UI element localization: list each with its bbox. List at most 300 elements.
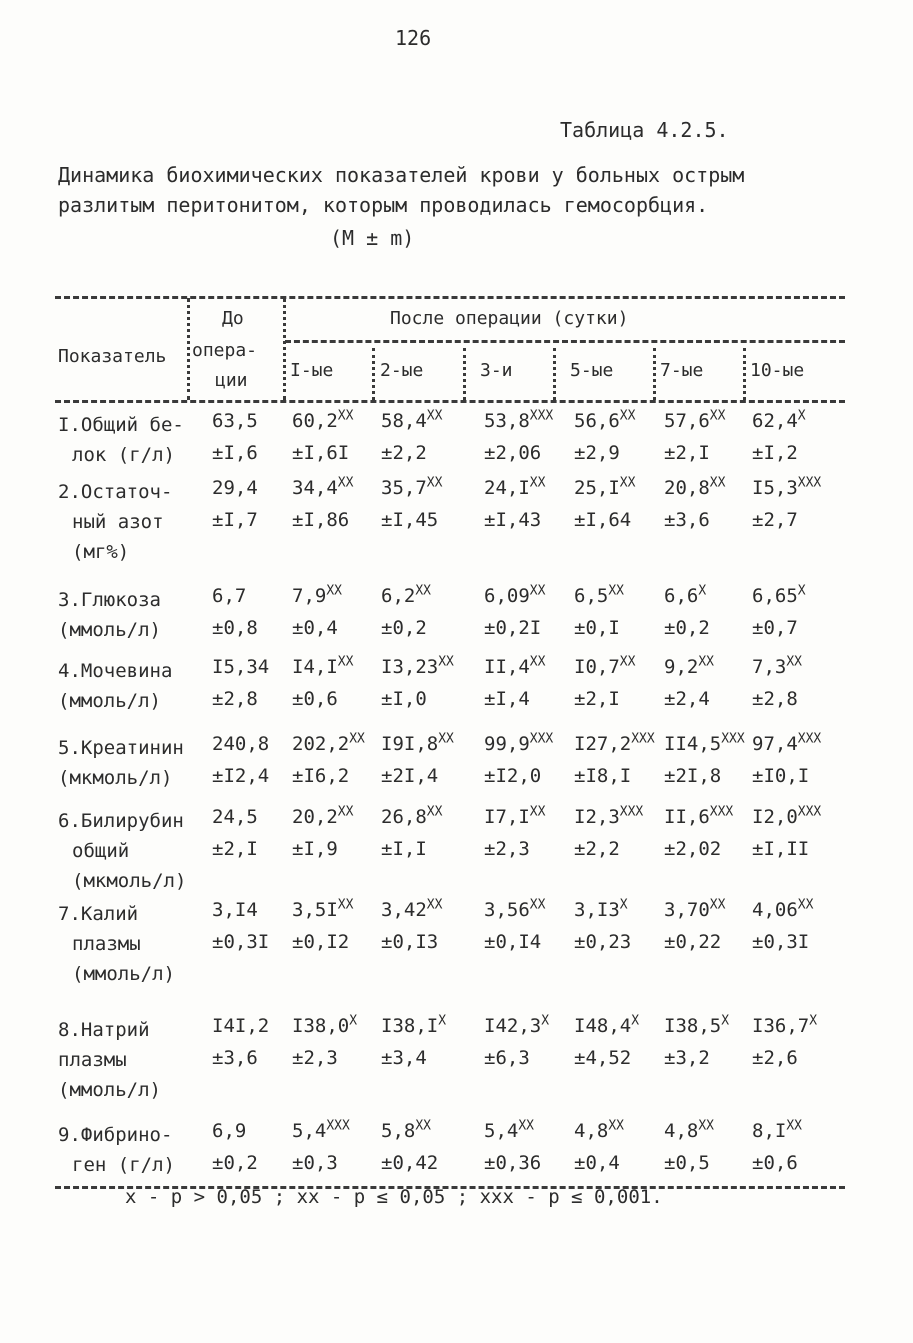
table-caption: Динамика биохимических показателей крови у больных острым разлитым перитонитом, которым проводилась гемосорбция. bbox=[58, 163, 745, 217]
mean-value: 7,9 bbox=[292, 585, 327, 607]
error-value-cell: ±0,36 bbox=[484, 1152, 542, 1174]
significance-mark: XXX bbox=[326, 1118, 350, 1134]
mean-value-cell bbox=[484, 899, 545, 921]
error-value-cell: ±I,86 bbox=[292, 509, 350, 531]
mean-value-cell bbox=[664, 733, 745, 755]
mean-value: 3,56 bbox=[484, 899, 530, 921]
mean-value: I48,4 bbox=[574, 1015, 632, 1037]
mean-value: 7,3 bbox=[752, 656, 787, 678]
significance-mark: X bbox=[619, 897, 628, 913]
mean-value-cell bbox=[664, 899, 725, 921]
mean-value: II4,5 bbox=[664, 733, 722, 755]
mean-value-cell bbox=[664, 477, 725, 499]
page-number: 126 bbox=[395, 26, 432, 50]
mean-value-cell bbox=[574, 1120, 624, 1142]
header-before-line3: ции bbox=[215, 370, 248, 391]
mean-value: II,4 bbox=[484, 656, 530, 678]
significance-mark: XX bbox=[529, 804, 546, 820]
error-value-cell: ±2,8 bbox=[752, 688, 798, 710]
mean-value: 3,I4 bbox=[212, 899, 258, 921]
error-value-cell: ±I,45 bbox=[381, 509, 439, 531]
error-value-cell: ±I2,0 bbox=[484, 765, 542, 787]
row-label-line: 7.Калий bbox=[58, 903, 139, 925]
error-value-cell: ±2,02 bbox=[664, 838, 722, 860]
mean-value-cell bbox=[484, 410, 553, 432]
mean-value-cell bbox=[212, 656, 269, 678]
mean-value: 29,4 bbox=[212, 477, 258, 499]
error-value-cell: ±0,3I bbox=[752, 931, 810, 953]
column-divider bbox=[463, 348, 466, 400]
mean-value-cell bbox=[212, 477, 258, 499]
significance-mark: XX bbox=[438, 731, 454, 747]
mean-value: 6,6 bbox=[664, 585, 699, 607]
mean-value-cell bbox=[292, 899, 353, 921]
mean-value: 24,I bbox=[484, 477, 530, 499]
mean-value-cell bbox=[484, 1120, 534, 1142]
mean-value: 202,2 bbox=[292, 733, 350, 755]
mean-value: 35,7 bbox=[381, 477, 427, 499]
significance-mark: X bbox=[349, 1013, 358, 1029]
mean-value: 25,I bbox=[574, 477, 620, 499]
row-label-line: плазмы bbox=[58, 1049, 127, 1071]
mean-value: 9,2 bbox=[664, 656, 699, 678]
mean-value: 20,8 bbox=[664, 477, 710, 499]
row-label-line: 3.Глюкоза bbox=[58, 589, 161, 611]
mean-value: I0,7 bbox=[574, 656, 620, 678]
significance-mark: XX bbox=[337, 804, 354, 820]
mean-value-cell bbox=[381, 477, 442, 499]
row-label-line: (ммоль/л) bbox=[72, 963, 175, 985]
mean-value: 62,4 bbox=[752, 410, 798, 432]
mean-value-cell bbox=[752, 585, 806, 607]
significance-mark: XX bbox=[529, 583, 546, 599]
significance-mark: XX bbox=[349, 731, 365, 747]
mean-value-cell bbox=[752, 806, 821, 828]
error-value-cell: ±0,2I bbox=[484, 617, 542, 639]
error-value-cell: ±I,I bbox=[381, 838, 427, 860]
significance-mark: XX bbox=[326, 583, 342, 599]
error-value-cell: ±I,43 bbox=[484, 509, 542, 531]
mean-value-cell bbox=[292, 656, 353, 678]
column-divider bbox=[372, 348, 375, 400]
mean-value-cell bbox=[292, 733, 365, 755]
column-divider bbox=[653, 348, 656, 400]
significance-mark: XX bbox=[608, 583, 624, 599]
significance-mark: XXX bbox=[529, 731, 554, 747]
mean-value-cell bbox=[292, 806, 353, 828]
mean-value: I2,0 bbox=[752, 806, 798, 828]
significance-mark: X bbox=[698, 583, 707, 599]
mean-value-cell bbox=[574, 733, 655, 755]
row-label-line: 4.Мочевина bbox=[58, 660, 173, 682]
row-label-line: 5.Креатинин bbox=[58, 737, 184, 759]
mean-value-cell bbox=[484, 656, 545, 678]
error-value-cell: ±2I,8 bbox=[664, 765, 722, 787]
error-value-cell: ±3,6 bbox=[664, 509, 710, 531]
error-value-cell: ±2,2 bbox=[381, 442, 427, 464]
significance-mark: XX bbox=[337, 897, 354, 913]
mean-value: 99,9 bbox=[484, 733, 530, 755]
significance-mark: XX bbox=[608, 1118, 624, 1134]
row-label-line: ген (г/л) bbox=[72, 1154, 175, 1176]
error-value-cell: ±0,7 bbox=[752, 617, 798, 639]
column-divider bbox=[283, 298, 286, 400]
error-value-cell: ±0,I4 bbox=[484, 931, 542, 953]
mean-value: 4,06 bbox=[752, 899, 798, 921]
significance-mark: XXX bbox=[631, 731, 655, 747]
mean-value-cell bbox=[381, 806, 442, 828]
mean-value-cell bbox=[212, 899, 258, 921]
significance-mark: X bbox=[797, 583, 806, 599]
significance-mark: XX bbox=[709, 408, 726, 424]
error-value-cell: ±0,3I bbox=[212, 931, 270, 953]
mean-value-cell bbox=[484, 585, 545, 607]
significance-mark: XX bbox=[518, 1118, 534, 1134]
significance-mark: X bbox=[438, 1013, 447, 1029]
mean-value-cell bbox=[212, 1015, 269, 1037]
header-before-line1: До bbox=[222, 308, 244, 329]
significance-mark: XX bbox=[698, 654, 714, 670]
mean-value: I27,2 bbox=[574, 733, 632, 755]
significance-mark: XX bbox=[619, 475, 636, 491]
mean-value: 6,2 bbox=[381, 585, 416, 607]
mean-value-cell bbox=[752, 477, 821, 499]
table-top-rule bbox=[55, 296, 845, 299]
mean-value-cell bbox=[212, 733, 269, 755]
row-label-line: (мкмоль/л) bbox=[58, 767, 173, 789]
row-label bbox=[58, 1015, 198, 1105]
mean-value-cell bbox=[664, 1120, 714, 1142]
significance-mark: XXX bbox=[529, 408, 554, 424]
error-value-cell: ±2,3 bbox=[292, 1047, 338, 1069]
significance-mark: XX bbox=[786, 1118, 802, 1134]
mean-value-cell bbox=[664, 1015, 729, 1037]
significance-mark: XX bbox=[619, 654, 636, 670]
mean-value: 3,70 bbox=[664, 899, 710, 921]
significance-mark: XX bbox=[797, 897, 814, 913]
error-value-cell: ±2,I bbox=[574, 688, 620, 710]
error-value-cell: ±I,4 bbox=[484, 688, 530, 710]
row-label-line: плазмы bbox=[72, 933, 141, 955]
mean-value-cell bbox=[292, 477, 353, 499]
significance-mark: XX bbox=[426, 897, 443, 913]
table-label: Таблица 4.2.5. bbox=[560, 118, 729, 142]
mean-value: I2,3 bbox=[574, 806, 620, 828]
row-label-line: 8.Натрий bbox=[58, 1019, 150, 1041]
mean-value-cell bbox=[292, 585, 342, 607]
header-day-5: 5-ые bbox=[570, 360, 614, 381]
mean-value-cell bbox=[484, 477, 545, 499]
mean-value: 56,6 bbox=[574, 410, 620, 432]
mean-value-cell bbox=[664, 585, 706, 607]
row-label bbox=[58, 410, 198, 470]
error-value-cell: ±0,6 bbox=[292, 688, 338, 710]
mean-value-cell bbox=[292, 1015, 357, 1037]
mean-value: 5,4 bbox=[292, 1120, 327, 1142]
mean-value: 60,2 bbox=[292, 410, 338, 432]
error-value-cell: ±2,I bbox=[664, 442, 710, 464]
row-label-line: 6.Билирубин bbox=[58, 810, 184, 832]
error-value-cell: ±I6,2 bbox=[292, 765, 350, 787]
error-value-cell: ±I,64 bbox=[574, 509, 632, 531]
significance-mark: XX bbox=[786, 654, 802, 670]
mean-value: I7,I bbox=[484, 806, 530, 828]
mean-value-cell bbox=[574, 410, 635, 432]
mean-value-cell bbox=[752, 733, 821, 755]
mean-value-cell bbox=[574, 899, 628, 921]
row-label-line: (ммоль/л) bbox=[58, 690, 161, 712]
significance-mark: X bbox=[541, 1013, 550, 1029]
mean-value-cell bbox=[484, 733, 553, 755]
error-value-cell: ±3,2 bbox=[664, 1047, 710, 1069]
error-value-cell: ±2,3 bbox=[484, 838, 530, 860]
row-label-line: (мг%) bbox=[72, 541, 130, 563]
error-value-cell: ±I,6I bbox=[292, 442, 350, 464]
mean-value: 26,8 bbox=[381, 806, 427, 828]
mean-value: 6,9 bbox=[212, 1120, 247, 1142]
significance-mark: XX bbox=[529, 475, 546, 491]
mean-value: 34,4 bbox=[292, 477, 338, 499]
error-value-cell: ±I8,I bbox=[574, 765, 632, 787]
mean-value: 24,5 bbox=[212, 806, 258, 828]
mean-value: 5,8 bbox=[381, 1120, 416, 1142]
error-value-cell: ±0,42 bbox=[381, 1152, 439, 1174]
header-day-1: I-ые bbox=[290, 360, 334, 381]
header-indicator: Показатель bbox=[58, 346, 167, 367]
row-label bbox=[58, 656, 198, 716]
row-label-line: (мкмоль/л) bbox=[72, 870, 187, 892]
error-value-cell: ±0,4 bbox=[292, 617, 338, 639]
mean-value-cell bbox=[484, 806, 545, 828]
error-value-cell: ±0,2 bbox=[381, 617, 427, 639]
mean-value-cell bbox=[381, 410, 442, 432]
row-label bbox=[58, 899, 198, 989]
error-value-cell: ±0,3 bbox=[292, 1152, 338, 1174]
row-label-line: общий bbox=[72, 840, 130, 862]
error-value-cell: ±I2,4 bbox=[212, 765, 270, 787]
row-label-line: 2.Остаточ- bbox=[58, 481, 173, 503]
column-divider bbox=[187, 298, 190, 400]
mean-value-cell bbox=[381, 1015, 446, 1037]
error-value-cell: ±2,6 bbox=[752, 1047, 798, 1069]
row-label-line: (ммоль/л) bbox=[58, 619, 161, 641]
row-label bbox=[58, 806, 198, 896]
error-value-cell: ±3,4 bbox=[381, 1047, 427, 1069]
significance-mark: X bbox=[721, 1013, 730, 1029]
mean-value-cell bbox=[574, 477, 635, 499]
error-value-cell: ±2I,4 bbox=[381, 765, 439, 787]
mean-value: 3,5I bbox=[292, 899, 338, 921]
mean-value-cell bbox=[381, 1120, 431, 1142]
mean-value-cell bbox=[484, 1015, 549, 1037]
significance-mark: XXX bbox=[797, 804, 822, 820]
mean-value: I38,I bbox=[381, 1015, 439, 1037]
error-value-cell: ±0,8 bbox=[212, 617, 258, 639]
error-value-cell: ±2,9 bbox=[574, 442, 620, 464]
mean-value-cell bbox=[212, 806, 258, 828]
mean-value: I38,5 bbox=[664, 1015, 722, 1037]
error-value-cell: ±0,I3 bbox=[381, 931, 439, 953]
mean-value: 6,65 bbox=[752, 585, 798, 607]
error-value-cell: ±2,7 bbox=[752, 509, 798, 531]
significance-mark: X bbox=[631, 1013, 640, 1029]
mean-value: I4,I bbox=[292, 656, 338, 678]
mean-value-cell bbox=[664, 806, 733, 828]
error-value-cell: ±2,2 bbox=[574, 838, 620, 860]
mean-value: 6,7 bbox=[212, 585, 247, 607]
significance-mark: XXX bbox=[721, 731, 745, 747]
error-value-cell: ±0,2 bbox=[212, 1152, 258, 1174]
mean-value-cell bbox=[212, 1120, 246, 1142]
row-label-line: (ммоль/л) bbox=[58, 1079, 161, 1101]
mean-value: 3,42 bbox=[381, 899, 427, 921]
error-value-cell: ±4,52 bbox=[574, 1047, 632, 1069]
header-day-7: 7-ые bbox=[660, 360, 704, 381]
error-value-cell: ±I,9 bbox=[292, 838, 338, 860]
error-value-cell: ±0,2 bbox=[664, 617, 710, 639]
column-divider bbox=[743, 348, 746, 400]
significance-mark: XX bbox=[709, 897, 726, 913]
error-value-cell: ±2,8 bbox=[212, 688, 258, 710]
error-value-cell: ±6,3 bbox=[484, 1047, 530, 1069]
mean-value: 240,8 bbox=[212, 733, 270, 755]
row-label-line: лок (г/л) bbox=[72, 444, 175, 466]
significance-mark: X bbox=[809, 1013, 818, 1029]
error-value-cell: ±0,23 bbox=[574, 931, 632, 953]
mean-value: I42,3 bbox=[484, 1015, 542, 1037]
significance-mark: XXX bbox=[797, 731, 822, 747]
mean-value-cell bbox=[574, 806, 643, 828]
significance-mark: XX bbox=[619, 408, 636, 424]
mean-value: 3,I3 bbox=[574, 899, 620, 921]
row-label-line: ный азот bbox=[72, 511, 164, 533]
error-value-cell: ±I,II bbox=[752, 838, 810, 860]
error-value-cell: ±I,2 bbox=[752, 442, 798, 464]
header-inner-rule bbox=[285, 340, 845, 343]
significance-mark: XXX bbox=[709, 804, 734, 820]
mean-value: I36,7 bbox=[752, 1015, 810, 1037]
mean-value: 53,8 bbox=[484, 410, 530, 432]
significance-mark: XX bbox=[529, 897, 546, 913]
mean-value: II,6 bbox=[664, 806, 710, 828]
header-day-3: 3-и bbox=[480, 360, 513, 381]
mean-value: I3,23 bbox=[381, 656, 439, 678]
mean-value: 58,4 bbox=[381, 410, 427, 432]
mean-value-cell bbox=[381, 656, 454, 678]
significance-mark: XX bbox=[337, 408, 354, 424]
mean-value: 4,8 bbox=[664, 1120, 699, 1142]
header-bottom-rule bbox=[55, 400, 845, 403]
mean-value-cell bbox=[752, 1120, 802, 1142]
row-label-line: 9.Фибрино- bbox=[58, 1124, 173, 1146]
mean-value: 57,6 bbox=[664, 410, 710, 432]
row-label bbox=[58, 1120, 198, 1180]
significance-mark: XX bbox=[337, 475, 354, 491]
mean-value: I4I,2 bbox=[212, 1015, 270, 1037]
mean-value: 6,5 bbox=[574, 585, 609, 607]
row-label bbox=[58, 733, 198, 793]
significance-mark: XX bbox=[415, 1118, 431, 1134]
row-label-line: I.Общий бе- bbox=[58, 414, 184, 436]
significance-mark: X bbox=[797, 408, 806, 424]
mean-value: 63,5 bbox=[212, 410, 258, 432]
header-before-line2: опера- bbox=[192, 340, 258, 361]
header-day-10: 10-ые bbox=[750, 360, 805, 381]
mean-value: 4,8 bbox=[574, 1120, 609, 1142]
row-label bbox=[58, 585, 198, 645]
mean-value-cell bbox=[292, 1120, 350, 1142]
mean-value-cell bbox=[381, 899, 442, 921]
mean-value-cell bbox=[212, 585, 246, 607]
mean-value-cell bbox=[574, 585, 624, 607]
caption-subtitle: (M ± m) bbox=[330, 226, 415, 250]
header-after-operation: После операции (сутки) bbox=[390, 308, 629, 329]
significance-mark: XX bbox=[337, 654, 354, 670]
error-value-cell: ±0,22 bbox=[664, 931, 722, 953]
mean-value-cell bbox=[212, 410, 258, 432]
mean-value-cell bbox=[752, 1015, 817, 1037]
mean-value: 6,09 bbox=[484, 585, 530, 607]
significance-mark: XX bbox=[529, 654, 546, 670]
error-value-cell: ±0,I2 bbox=[292, 931, 350, 953]
error-value-cell: ±0,I bbox=[574, 617, 620, 639]
mean-value: I38,0 bbox=[292, 1015, 350, 1037]
error-value-cell: ±I,7 bbox=[212, 509, 258, 531]
significance-mark: XX bbox=[426, 408, 443, 424]
mean-value-cell bbox=[574, 1015, 639, 1037]
mean-value-cell bbox=[381, 733, 454, 755]
mean-value-cell bbox=[664, 410, 725, 432]
header-day-2: 2-ые bbox=[380, 360, 424, 381]
error-value-cell: ±I0,I bbox=[752, 765, 810, 787]
mean-value-cell bbox=[574, 656, 635, 678]
significance-mark: XX bbox=[415, 583, 431, 599]
error-value-cell: ±2,I bbox=[212, 838, 258, 860]
significance-mark: XX bbox=[709, 475, 726, 491]
row-label bbox=[58, 477, 198, 567]
significance-mark: XX bbox=[438, 654, 454, 670]
error-value-cell: ±0,5 bbox=[664, 1152, 710, 1174]
mean-value-cell bbox=[381, 585, 431, 607]
error-value-cell: ±I,0 bbox=[381, 688, 427, 710]
significance-mark: XX bbox=[426, 475, 443, 491]
significance-mark: XXX bbox=[619, 804, 644, 820]
mean-value-cell bbox=[752, 899, 813, 921]
mean-value: I5,34 bbox=[212, 656, 270, 678]
mean-value-cell bbox=[752, 656, 802, 678]
footnote: x - p > 0,05 ; xx - p ≤ 0,05 ; xxx - p ≤ 0,001. bbox=[125, 1186, 663, 1208]
mean-value: 20,2 bbox=[292, 806, 338, 828]
mean-value-cell bbox=[752, 410, 806, 432]
mean-value: 5,4 bbox=[484, 1120, 519, 1142]
error-value-cell: ±0,4 bbox=[574, 1152, 620, 1174]
significance-mark: XX bbox=[698, 1118, 714, 1134]
significance-mark: XX bbox=[426, 804, 443, 820]
error-value-cell: ±2,06 bbox=[484, 442, 542, 464]
mean-value-cell bbox=[664, 656, 714, 678]
error-value-cell: ±0,6 bbox=[752, 1152, 798, 1174]
mean-value: 8,I bbox=[752, 1120, 787, 1142]
error-value-cell: ±2,4 bbox=[664, 688, 710, 710]
error-value-cell: ±3,6 bbox=[212, 1047, 258, 1069]
mean-value: 97,4 bbox=[752, 733, 798, 755]
mean-value-cell bbox=[292, 410, 353, 432]
column-divider bbox=[553, 348, 556, 400]
error-value-cell: ±I,6 bbox=[212, 442, 258, 464]
mean-value: I5,3 bbox=[752, 477, 798, 499]
significance-mark: XXX bbox=[797, 475, 822, 491]
mean-value: I9I,8 bbox=[381, 733, 439, 755]
